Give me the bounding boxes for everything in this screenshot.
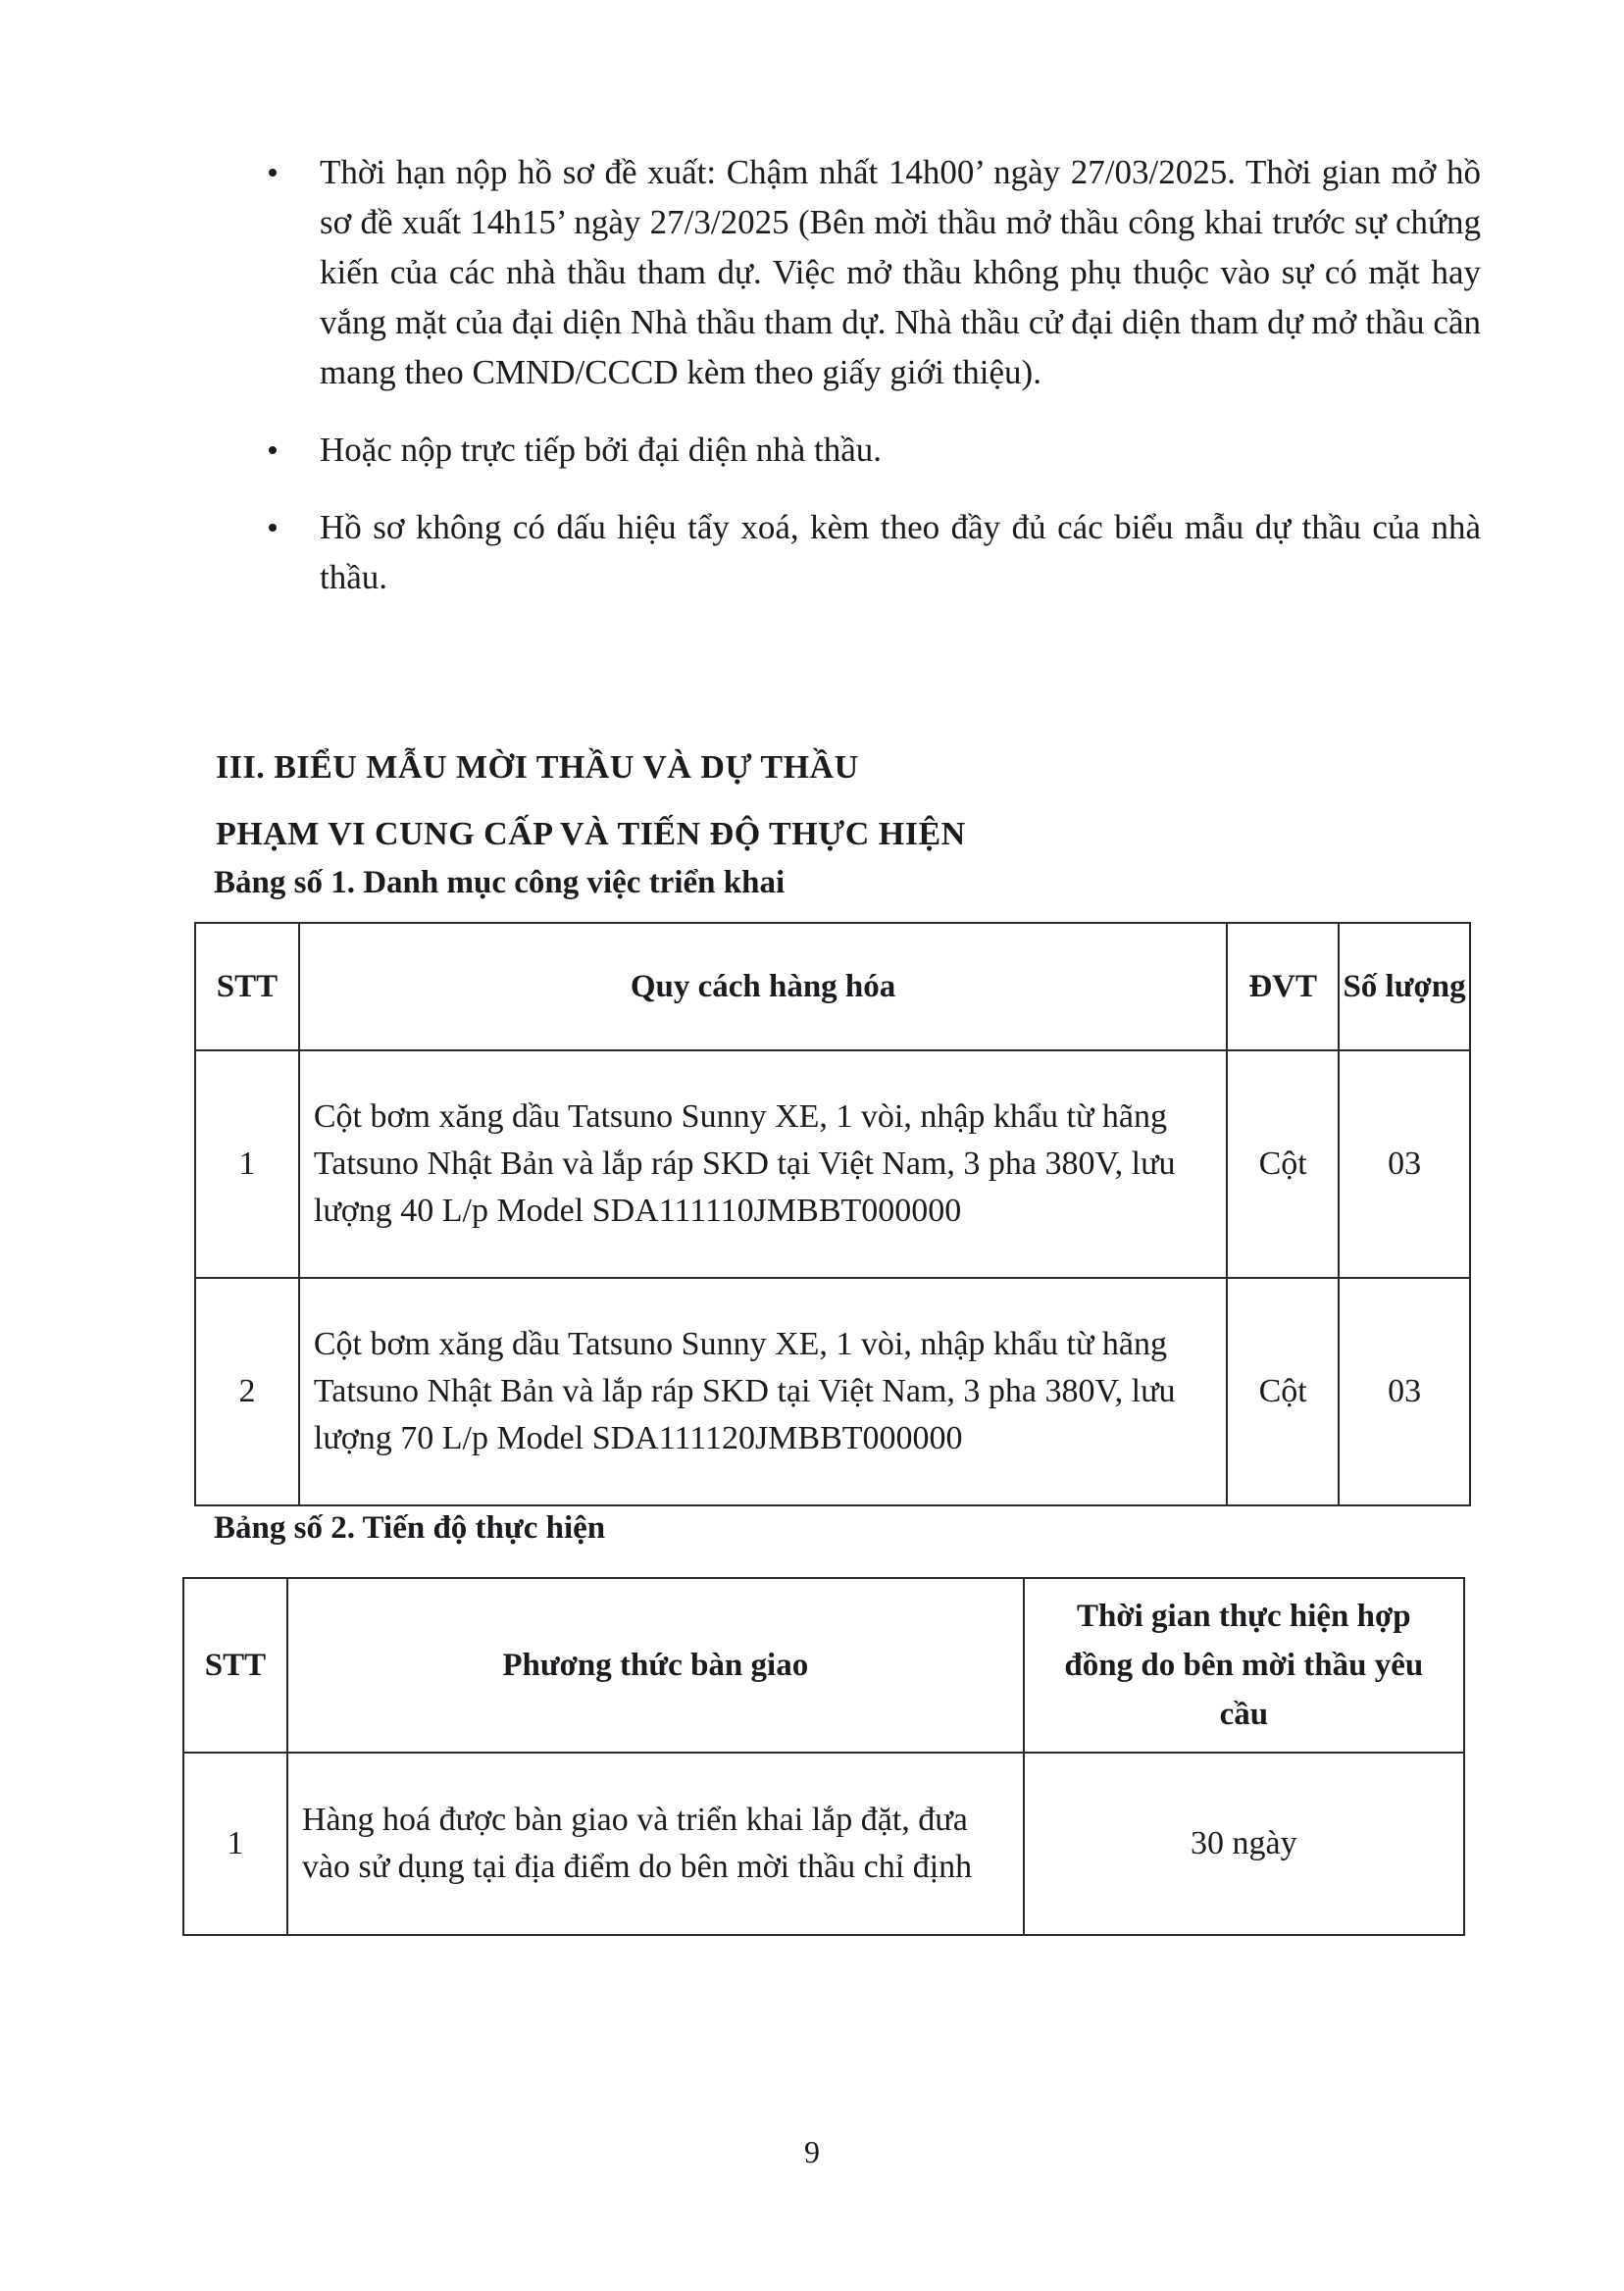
page-number: 9 xyxy=(804,2134,820,2169)
header-delivery-method: Phương thức bàn giao xyxy=(287,1578,1024,1753)
table-header-row xyxy=(195,923,1470,1050)
cell-stt: 1 xyxy=(195,1050,299,1278)
bullet-item-deadline xyxy=(265,147,1481,397)
cell-stt: 1 xyxy=(183,1753,287,1935)
bullet-text: Thời hạn nộp hồ sơ đề xuất: Chậm nhất 14h00’ ngày 27/03/2025. Thời gian mở hồ sơ đề xuất 14h15’ ngày 27/3/2025 (Bên mời thầu mở thầu công khai trước sự chứng kiến của các nhà thầu tham dự. Việc mở thầu không phụ thuộc vào sự có mặt hay vắng mặt của đại diện Nhà thầu tham dự. Nhà thầu cử đại diện tham dự mở thầu cần mang theo CMND/CCCD kèm theo giấy giới thiệu). xyxy=(320,153,1481,391)
header-contract-duration: Thời gian thực hiện hợp đồng do bên mời thầu yêu cầu xyxy=(1024,1578,1464,1753)
bullet-text: Hoặc nộp trực tiếp bởi đại diện nhà thầu. xyxy=(320,431,883,469)
table-row xyxy=(195,1278,1470,1505)
bullet-dot-icon xyxy=(269,446,277,454)
cell-unit: Cột xyxy=(1227,1278,1339,1505)
table-header-row xyxy=(183,1578,1464,1753)
cell-quantity: 03 xyxy=(1339,1050,1470,1278)
table1-caption: Bảng số 1. Danh mục công việc triển khai xyxy=(214,865,786,900)
sub-heading: PHẠM VI CUNG CẤP VÀ TIẾN ĐỘ THỰC HIỆN xyxy=(216,816,966,852)
goods-table xyxy=(194,922,1471,1506)
table2-caption: Bảng số 2. Tiến độ thực hiện xyxy=(214,1510,606,1546)
table-row xyxy=(183,1753,1464,1935)
bullet-dot-icon xyxy=(269,524,277,532)
cell-stt: 2 xyxy=(195,1278,299,1505)
header-stt: STT xyxy=(195,923,299,1050)
cell-quantity: 03 xyxy=(1339,1278,1470,1505)
cell-specification: Cột bơm xăng dầu Tatsuno Sunny XE, 1 vòi, nhập khẩu từ hãng Tatsuno Nhật Bản và lắp ráp SKD tại Việt Nam, 3 pha 380V, lưu lượng 40 L/p Model SDA111110JMBBT000000 xyxy=(299,1050,1227,1278)
cell-duration: 30 ngày xyxy=(1024,1753,1464,1935)
bullet-item-direct-submission xyxy=(265,425,1481,475)
bullet-item-no-erasure xyxy=(265,502,1481,602)
cell-unit: Cột xyxy=(1227,1050,1339,1278)
section-heading: III. BIỂU MẪU MỜI THẦU VÀ DỰ THẦU xyxy=(216,749,859,786)
cell-delivery-method: Hàng hoá được bàn giao và triển khai lắp đặt, đưa vào sử dụng tại địa điểm do bên mời thầu chỉ định xyxy=(287,1753,1024,1935)
schedule-table xyxy=(182,1577,1465,1936)
header-unit: ĐVT xyxy=(1227,923,1339,1050)
table-row xyxy=(195,1050,1470,1278)
cell-specification: Cột bơm xăng dầu Tatsuno Sunny XE, 1 vòi, nhập khẩu từ hãng Tatsuno Nhật Bản và lắp ráp SKD tại Việt Nam, 3 pha 380V, lưu lượng 70 L/p Model SDA111120JMBBT000000 xyxy=(299,1278,1227,1505)
bullet-text: Hồ sơ không có dấu hiệu tẩy xoá, kèm theo đầy đủ các biểu mẫu dự thầu của nhà thầu. xyxy=(320,508,1481,596)
header-quantity: Số lượng xyxy=(1339,923,1470,1050)
header-specification: Quy cách hàng hóa xyxy=(299,923,1227,1050)
bullet-dot-icon xyxy=(269,169,277,177)
header-stt: STT xyxy=(183,1578,287,1753)
bullet-list xyxy=(265,147,1481,630)
